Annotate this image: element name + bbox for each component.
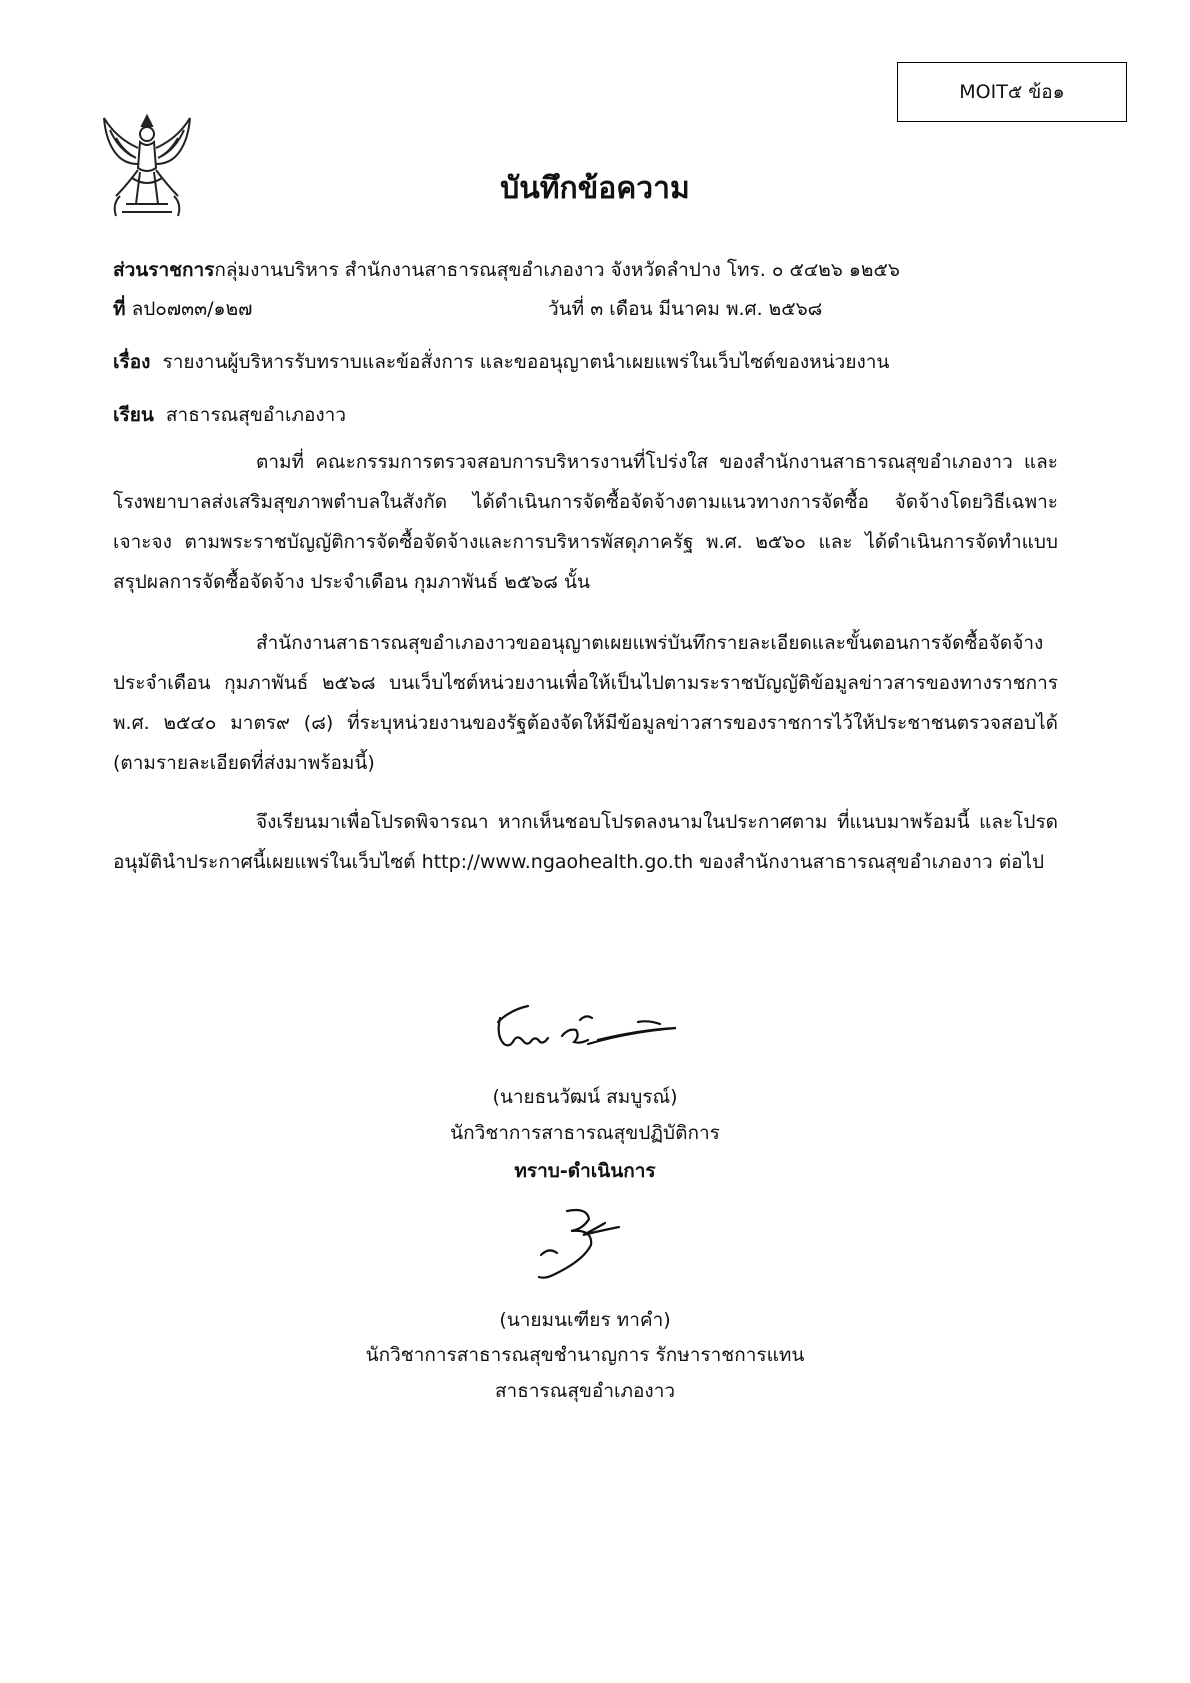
- subject-line: [113, 347, 889, 377]
- department-value: กลุ่มงานบริหาร สำนักงานสาธารณสุขอำเภองาว จังหวัดลำปาง โทร. ๐ ๕๔๒๖ ๑๒๕๖: [214, 259, 900, 281]
- salutation-value: สาธารณสุขอำเภองาว: [165, 404, 346, 426]
- signatory-2-position-2: สาธารณสุขอำเภองาว: [494, 1380, 676, 1402]
- signatory-2-name: (นายมนเฑียร ทาคำ): [499, 1309, 671, 1331]
- department-label: ส่วนราชการ: [113, 259, 215, 281]
- body-paragraph-2: [113, 623, 1058, 783]
- body-paragraph-1: [113, 442, 1058, 602]
- reference-label: ที่: [113, 298, 126, 320]
- department-line: [113, 255, 900, 285]
- body-paragraph-1-text: ตามที่ คณะกรรมการตรวจสอบการบริหารงานที่โปร่งใส ของสำนักงานสาธารณสุขอำเภองาว และโรงพยาบาลส่งเสริมสุขภาพตำบลในสังกัด ได้ดำเนินการจัดซื้อจัดจ้างตามแนวทางการจัดซื้อ จัดจ้างโดยวิธีเฉพาะเจาะจง ตามพระราชบัญญัติการจัดซื้อจัดจ้างและการบริหารพัสดุภาครัฐ พ.ศ. ๒๕๖๐ และ ได้ดำเนินการจัดทำแบบสรุปผลการจัดซื้อจัดจ้าง ประจำเดือน กุมภาพันธ์ ๒๕๖๘ นั้น: [113, 451, 1058, 593]
- reference-line: [113, 294, 252, 324]
- signature-1: [488, 1000, 688, 1060]
- moit-reference-box: [897, 62, 1127, 122]
- salutation-line: [113, 400, 346, 430]
- body-paragraph-3-text: จึงเรียนมาเพื่อโปรดพิจารณา หากเห็นชอบโปรดลงนามในประกาศตาม ที่แนบมาพร้อมนี้ และโปรดอนุมัตินำประกาศนี้เผยแพร่ในเว็บไซต์ http://www.ngaohealth.go.th ของสำนักงานสาธารณสุขอำเภองาว ต่อไป: [113, 811, 1058, 873]
- date-text: วันที่ ๓ เดือน มีนาคม พ.ศ. ๒๕๖๘: [548, 298, 823, 320]
- subject-label: เรื่อง: [113, 351, 151, 373]
- signatory-1-name: (นายธนวัฒน์ สมบูรณ์): [492, 1086, 678, 1108]
- page-title: บันทึกข้อความ: [500, 171, 690, 206]
- body-paragraph-2-text: สำนักงานสาธารณสุขอำเภองาวขออนุญาตเผยแพร่บันทึกรายละเอียดและขั้นตอนการจัดซื้อจัดจ้าง ประจำเดือน กุมภาพันธ์ ๒๕๖๘ บนเว็บไซต์หน่วยงานเพื่อให้เป็นไปตามระราชบัญญัติข้อมูลข่าวสารของทางราชการ พ.ศ. ๒๕๔๐ มาตร๙ (๘) ที่ระบุหน่วยงานของรัฐต้องจัดให้มีข้อมูลข่าวสารของราชการไว้ให้ประชาชนตรวจสอบได้ (ตามรายละเอียดที่ส่งมาพร้อมนี้): [113, 632, 1058, 774]
- reference-value: ลป๐๗๓๓/๑๒๗: [131, 298, 253, 320]
- salutation-label: เรียน: [113, 404, 154, 426]
- signatory-1-position: นักวิชาการสาธารณสุขปฏิบัติการ: [450, 1122, 720, 1144]
- body-paragraph-3: [113, 802, 1058, 882]
- signatory-2-position: นักวิชาการสาธารณสุขชำนาญการ รักษาราชการแทน: [365, 1344, 805, 1366]
- order-text: ทราบ-ดำเนินการ: [514, 1160, 656, 1182]
- moit-reference-text: MOIT๕ ข้อ๑: [959, 81, 1065, 103]
- signature-2: [535, 1205, 625, 1285]
- subject-value: รายงานผู้บริหารรับทราบและข้อสั่งการ และขออนุญาตนำเผยแพร่ในเว็บไซต์ของหน่วยงาน: [162, 351, 890, 373]
